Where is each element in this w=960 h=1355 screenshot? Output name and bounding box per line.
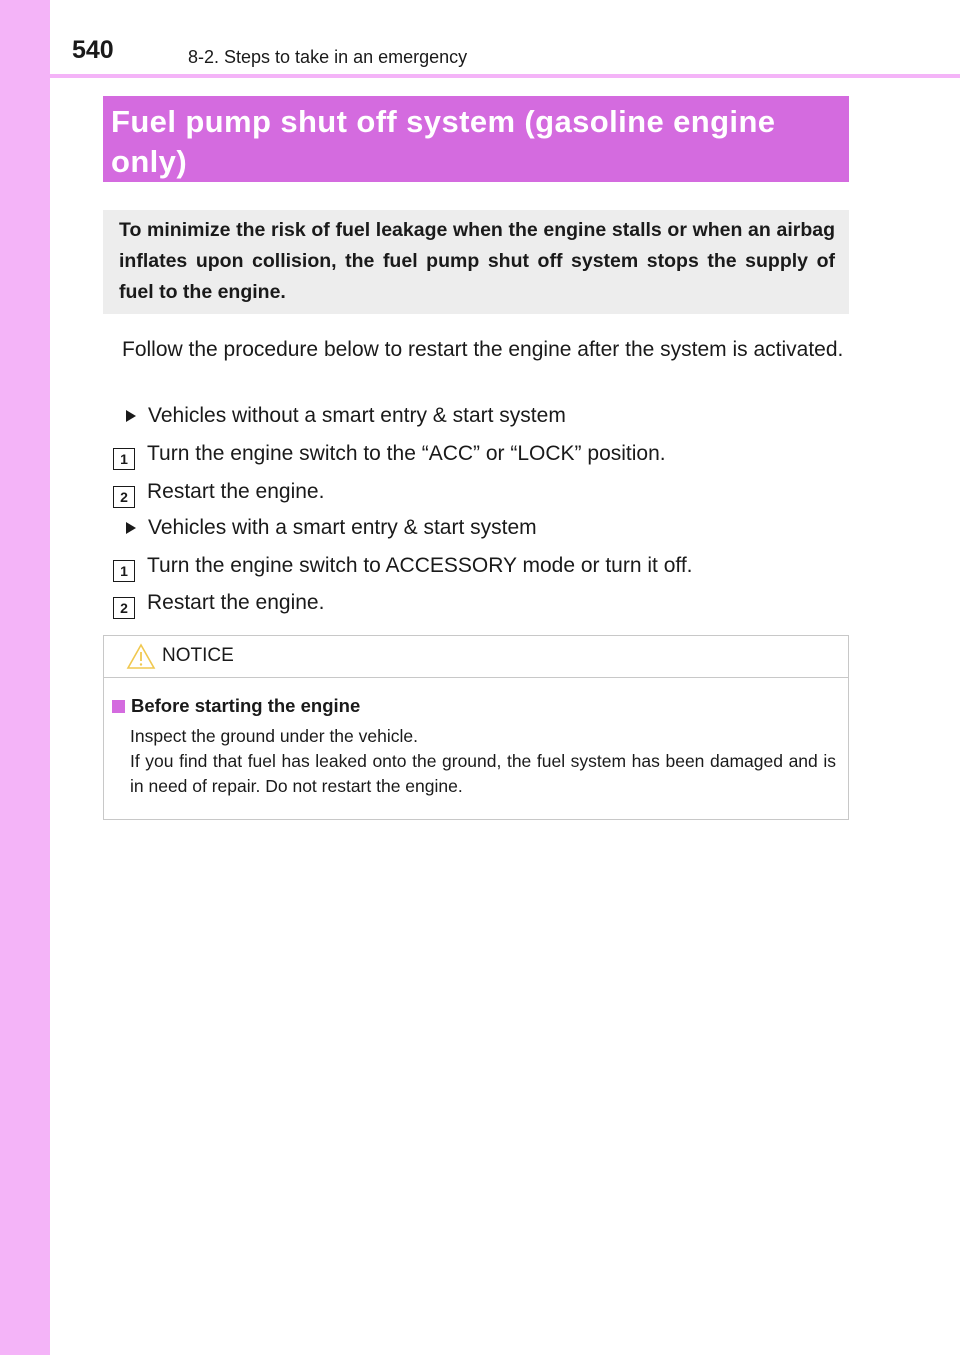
step-item [113, 438, 666, 470]
step-text: Restart the engine. [147, 591, 325, 614]
intro-text: To minimize the risk of fuel leakage when the engine stalls or when an airbag inflates upon collision, the fuel pump shut off system stops the supply of fuel to the engine. [119, 219, 835, 303]
notice-label: NOTICE [162, 645, 234, 666]
step-number: 2 [113, 597, 135, 619]
step-number: 1 [113, 560, 135, 582]
step-number: 2 [113, 486, 135, 508]
group-heading-text: Vehicles with a smart entry & start system [148, 516, 537, 539]
notice-box [103, 635, 849, 820]
header-rule [50, 74, 960, 78]
group-heading [122, 514, 537, 542]
page-title: Fuel pump shut off system (gasoline engine only) [111, 104, 776, 179]
step-item [113, 550, 693, 582]
title-box [103, 96, 849, 182]
notice-body [130, 724, 836, 799]
step-text: Turn the engine switch to the “ACC” or “LOCK” position. [147, 442, 666, 465]
triangle-bullet-icon [126, 522, 136, 534]
notice-line: If you find that fuel has leaked onto the ground, the fuel system has been damaged and is in need of repair. Do not restart the engine. [130, 751, 836, 796]
step-text: Restart the engine. [147, 480, 325, 503]
step-item [113, 476, 324, 508]
page-number: 540 [72, 36, 114, 64]
notice-header [104, 636, 848, 678]
notice-subheading [112, 695, 360, 717]
square-bullet-icon [112, 700, 125, 713]
notice-line: Inspect the ground under the vehicle. [130, 726, 418, 746]
step-item [113, 587, 324, 619]
notice-subheading-text: Before starting the engine [131, 695, 361, 716]
triangle-bullet-icon [126, 410, 136, 422]
section-label: 8-2. Steps to take in an emergency [188, 47, 468, 67]
body-paragraph: Follow the procedure below to restart the engine after the system is activated. [122, 338, 844, 361]
group-heading [122, 402, 566, 430]
step-number: 1 [113, 448, 135, 470]
side-color-band [0, 0, 50, 1355]
group-heading-text: Vehicles without a smart entry & start system [148, 404, 566, 427]
step-text: Turn the engine switch to ACCESSORY mode or turn it off. [147, 554, 693, 577]
intro-box [103, 210, 849, 314]
warning-triangle-icon [126, 643, 156, 675]
